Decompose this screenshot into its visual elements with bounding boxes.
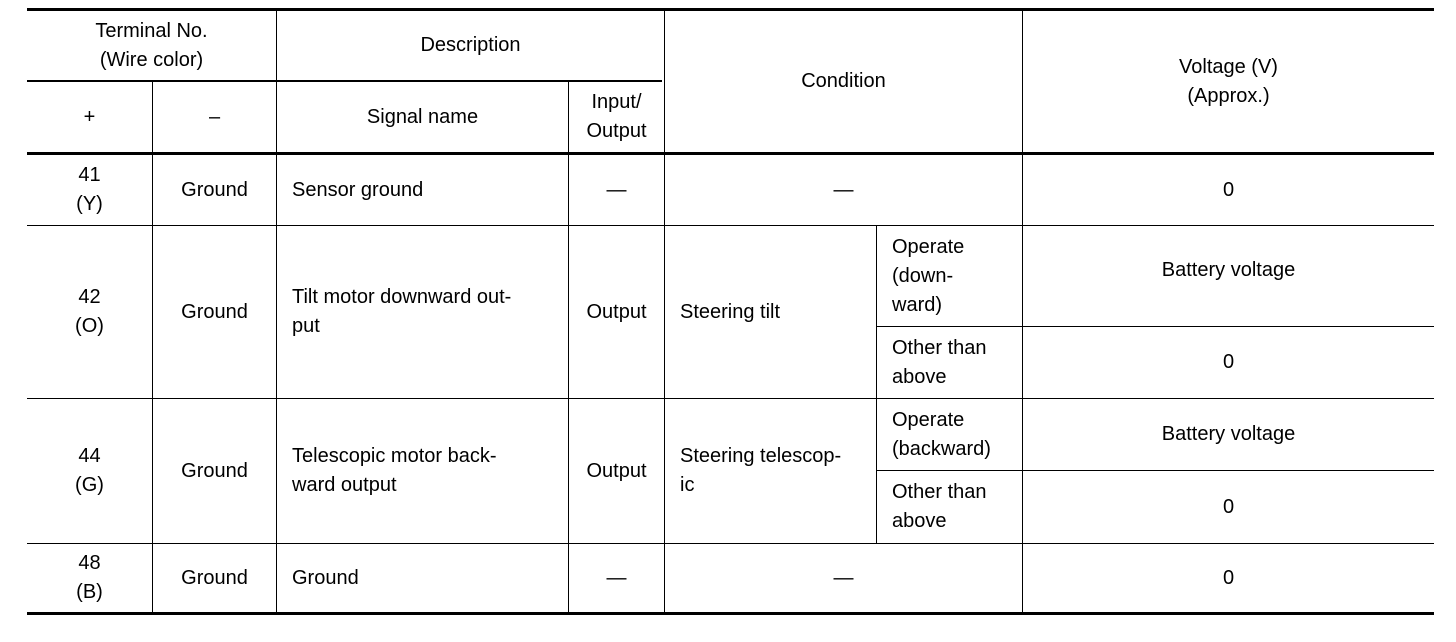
row-41-io: — bbox=[606, 178, 627, 201]
row-44-terminal: 44 (G) bbox=[75, 445, 104, 496]
header-terminal: Terminal No. (Wire color) bbox=[95, 19, 208, 71]
row-44-voltage-other: 0 bbox=[1222, 495, 1235, 518]
row-44-voltage-operate: Battery voltage bbox=[1161, 423, 1296, 445]
row-42-io: Output bbox=[586, 300, 647, 323]
header-minus: – bbox=[208, 105, 221, 128]
row-42-condition: Steering tilt bbox=[680, 300, 781, 323]
row-42-minus: Ground bbox=[181, 300, 248, 323]
row-48-io: — bbox=[606, 566, 627, 589]
row-44-state-operate: Operate (backward) bbox=[892, 408, 991, 460]
row-41-voltage: 0 bbox=[1222, 178, 1235, 201]
row-44-io: Output bbox=[586, 459, 647, 482]
row-42-voltage-other: 0 bbox=[1222, 351, 1235, 373]
row-42-terminal: 42 (O) bbox=[75, 286, 104, 337]
rule-bottom bbox=[27, 612, 1434, 615]
header-description: Description bbox=[420, 34, 521, 56]
row-44-signal: Telescopic motor back- ward output bbox=[292, 445, 497, 496]
row-48-signal: Ground bbox=[292, 566, 359, 589]
row-48-voltage: 0 bbox=[1222, 566, 1235, 589]
row-41-signal: Sensor ground bbox=[292, 178, 424, 201]
row-48-terminal: 48 (B) bbox=[76, 552, 103, 603]
row-42-voltage-operate: Battery voltage bbox=[1161, 259, 1296, 281]
row-42-signal: Tilt motor downward out- put bbox=[292, 286, 512, 337]
header-voltage: Voltage (V) (Approx.) bbox=[1179, 55, 1278, 107]
row-41-minus: Ground bbox=[181, 178, 248, 201]
header-input-output: Input/ Output bbox=[586, 91, 647, 142]
row-44-state-other: Other than above bbox=[892, 481, 987, 532]
row-48-minus: Ground bbox=[181, 566, 248, 589]
row-41-condition: — bbox=[833, 178, 854, 201]
header-signal-name: Signal name bbox=[366, 105, 479, 128]
row-42-state-operate: Operate (down- ward) bbox=[892, 235, 965, 316]
row-44-condition: Steering telescop- ic bbox=[680, 445, 842, 496]
row-44-minus: Ground bbox=[181, 459, 248, 482]
header-condition: Condition bbox=[801, 70, 886, 92]
row-48-condition: — bbox=[833, 566, 854, 589]
row-42-state-other: Other than above bbox=[892, 336, 987, 388]
row-41-terminal: 41 (Y) bbox=[76, 164, 103, 215]
terminal-table bbox=[27, 8, 1434, 615]
header-plus: + bbox=[83, 105, 96, 128]
